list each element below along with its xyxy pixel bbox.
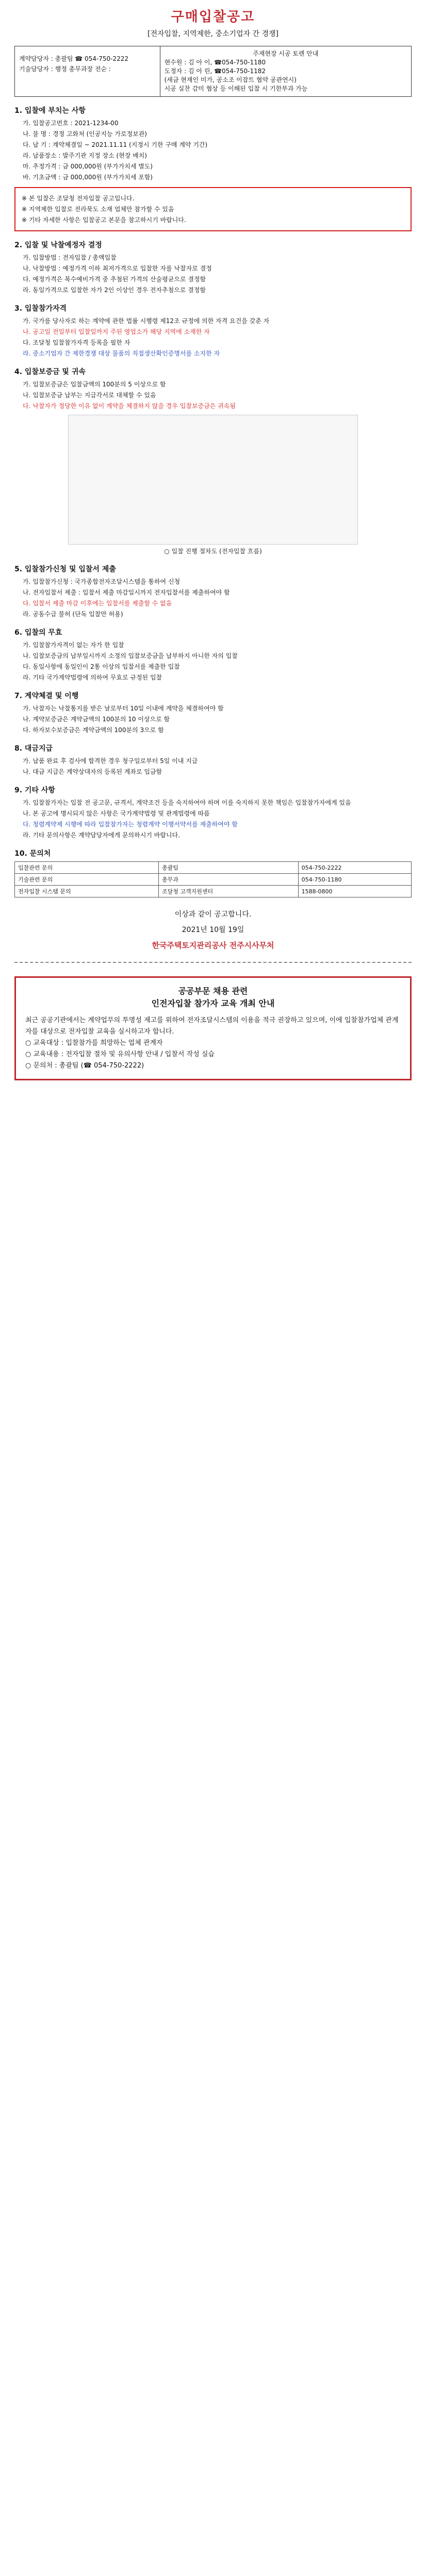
section-heading: 9. 기타 사항 xyxy=(14,786,55,794)
section-line: 마. 추정가격 : 금 000,000원 (부가가치세 별도) xyxy=(23,163,153,170)
notice-sections-part1 xyxy=(14,105,412,411)
section-line: 바. 기초금액 : 금 000,000원 (부가가치세 포함) xyxy=(23,174,153,181)
contacts-cell: 전자입찰 시스템 문의 xyxy=(15,886,159,897)
notice-box xyxy=(14,187,412,231)
contacts-section xyxy=(14,848,412,897)
contacts-cell: 기술관련 문의 xyxy=(15,874,159,886)
contacts-cell: 054-750-1180 xyxy=(298,874,411,886)
closing-statement: 이상과 같이 공고합니다. xyxy=(174,910,252,919)
contacts-table xyxy=(14,861,412,897)
banner-title-line-1: 공공부문 채용 관련 xyxy=(178,986,248,996)
contacts-cell: 조달청 고객지원센터 xyxy=(159,886,299,897)
section-line: 나. 낙찰방법 : 예정가격 이하 최저가격으로 입찰한 자를 낙찰자로 결정 xyxy=(23,265,212,272)
contacts-cell: 총무과 xyxy=(159,874,299,886)
technical-officer-line: 기술담당자 : 행정 총무과장 전순 : xyxy=(19,65,111,73)
section-heading: 4. 입찰보증금 및 귀속 xyxy=(14,368,86,376)
contacts-cell: 입찰관련 문의 xyxy=(15,862,159,874)
notice-section xyxy=(14,366,412,411)
section-line: 다. 입찰서 제출 마감 이후에는 입찰서를 제출할 수 없음 xyxy=(23,600,172,607)
site-guide-line: 현수원 : 김 아 이, ☎054-750-1180 xyxy=(164,59,266,66)
section-line: 나. 물 명 : 경정 고화처 (인공지능 가로정보관) xyxy=(23,130,147,138)
section-line: 나. 대금 지급은 계약상대자의 등록된 계좌로 입금함 xyxy=(23,768,162,775)
notice-section xyxy=(14,303,412,358)
section-line: 다. 예정가격은 복수예비가격 중 추첨된 가격의 산술평균으로 결정함 xyxy=(23,276,206,283)
notice-section xyxy=(14,105,412,231)
notice-title: 구매입찰공고 xyxy=(171,9,255,25)
training-notice-banner xyxy=(14,976,412,1080)
section-line: 가. 국가를 당사자로 하는 계약에 관한 법률 시행령 제12조 규정에 의한 자격 요건을 갖춘 자 xyxy=(23,317,270,325)
notice-sections-part2 xyxy=(14,564,412,840)
contacts-cell: 1588-0800 xyxy=(298,886,411,897)
section-heading: 2. 입찰 및 낙찰예정자 결정 xyxy=(14,241,102,249)
figure-caption: ○ 입찰 진행 절차도 (전자입찰 흐름) xyxy=(164,548,262,555)
contacts-heading: 10. 문의처 xyxy=(14,850,51,858)
section-heading: 8. 대금지급 xyxy=(14,744,53,753)
section-line: 라. 공동수급 불허 (단독 입찰만 허용) xyxy=(23,611,123,618)
section-line: 라. 동일가격으로 입찰한 자가 2인 이상인 경우 전자추첨으로 결정함 xyxy=(23,286,206,294)
notice-section xyxy=(14,240,412,295)
notice-document xyxy=(14,4,412,1080)
section-line: 다. 청렴계약제 시행에 따라 입찰참가자는 청렴계약 이행서약서를 제출하여야 함 xyxy=(23,821,238,828)
banner-line: ○ 교육내용 : 전자입찰 절차 및 유의사항 안내 / 입찰서 작성 실습 xyxy=(25,1050,215,1058)
notice-subtitle: [전자입찰, 지역제한, 중소기업자 간 경쟁] xyxy=(147,30,278,38)
notice-section xyxy=(14,627,412,682)
notice-section xyxy=(14,785,412,840)
site-guide-line: 시공 실찬 감미 협상 등 이해된 입찰 시 기한부과 가능 xyxy=(164,85,308,92)
section-heading: 3. 입찰참가자격 xyxy=(14,304,67,313)
section-line: 가. 입찰방법 : 전자입찰 / 총액입찰 xyxy=(23,254,117,261)
section-line: 가. 납품 완료 후 검사에 합격한 경우 청구일로부터 5일 이내 지급 xyxy=(23,757,198,765)
banner-body xyxy=(25,1015,401,1072)
site-guide-line: (세금 현재인 미가, 공소조 이잡트 협약 공관연시) xyxy=(164,76,297,83)
contacts-row xyxy=(15,862,412,874)
section-line: 라. 기타 국가계약법령에 의하여 무효로 규정된 입찰 xyxy=(23,674,162,681)
notice-date: 2021년 10월 19일 xyxy=(182,926,244,934)
section-heading: 7. 계약체결 및 이행 xyxy=(14,692,79,700)
section-heading: 1. 입찰에 부치는 사항 xyxy=(14,107,86,115)
site-guide-line: 도정자 : 김 아 린, ☎054-750-1182 xyxy=(164,67,266,75)
banner-title-line-2: 인전자입찰 참가자 교육 개최 안내 xyxy=(151,998,275,1008)
section-line: 나. 입찰보증금의 납부일시까지 소정의 입찰보증금을 납부하지 아니한 자의 입찰 xyxy=(23,652,238,659)
section-heading: 5. 입찰참가신청 및 입찰서 제출 xyxy=(14,565,116,573)
box-line: ※ 기타 자세한 사항은 입찰공고 본문을 참고하시기 바랍니다. xyxy=(22,216,186,224)
section-line: 다. 낙찰자가 정당한 이유 없이 계약을 체결하지 않을 경우 입찰보증금은 귀속됨 xyxy=(23,402,236,410)
section-line: 다. 납 기 : 계약체결일 ~ 2021.11.11 (지정시 기한 구매 계약 기간) xyxy=(23,141,208,148)
section-line: 라. 기타 문의사항은 계약담당자에게 문의하시기 바랍니다. xyxy=(23,832,180,839)
section-line: 가. 입찰참가신청 : 국가종합전자조달시스템을 통하여 신청 xyxy=(23,578,181,585)
section-heading: 6. 입찰의 무효 xyxy=(14,629,62,637)
notice-section xyxy=(14,743,412,776)
site-guide-title: 주재현장 시공 토렌 안내 xyxy=(253,50,319,57)
section-line: 다. 조달청 입찰참가자격 등록을 필한 자 xyxy=(23,339,130,346)
box-line: ※ 본 입찰은 조달청 전자입찰 공고입니다. xyxy=(22,195,135,202)
contacts-row xyxy=(15,874,412,886)
contact-header-right xyxy=(160,46,411,96)
section-line: 나. 입찰보증금 납부는 지급각서로 대체할 수 있음 xyxy=(23,392,156,399)
section-line: 나. 전자입찰서 제출 : 입찰서 제출 마감일시까지 전자입찰서를 제출하여야 함 xyxy=(23,589,230,596)
section-line: 가. 입찰참가자는 입찰 전 공고문, 규격서, 계약조건 등을 숙지하여야 하며 이를 숙지하지 못한 책임은 입찰참가자에게 있음 xyxy=(23,799,351,806)
section-line: 가. 입찰참가자격이 없는 자가 한 입찰 xyxy=(23,641,124,649)
section-line: 나. 본 공고에 명시되지 않은 사항은 국가계약법령 및 관계법령에 따름 xyxy=(23,810,210,817)
section-line: 다. 동일사항에 동일인이 2통 이상의 입찰서를 제출한 입찰 xyxy=(23,663,180,670)
box-line: ※ 지역제한 입찰로 전라북도 소재 업체만 참가할 수 있음 xyxy=(22,206,174,213)
section-line: 가. 낙찰자는 낙찰통지를 받은 날로부터 10일 이내에 계약을 체결하여야 함 xyxy=(23,705,224,712)
notice-section xyxy=(14,564,412,619)
contacts-cell: 총괄팀 xyxy=(159,862,299,874)
banner-title xyxy=(25,985,401,1010)
section-line: 라. 중소기업자 간 제한경쟁 대상 물품의 직접생산확인증명서를 소지한 자 xyxy=(23,350,220,357)
section-line: 나. 계약보증금은 계약금액의 100분의 10 이상으로 함 xyxy=(23,716,170,723)
issuer-name: 한국주택토지관리공사 전주시사무처 xyxy=(152,941,274,950)
section-line: 다. 하자보수보증금은 계약금액의 100분의 3으로 함 xyxy=(23,726,164,734)
banner-line: ○ 문의처 : 총괄팀 (☎ 054-750-2222) xyxy=(25,1062,144,1070)
procedure-figure xyxy=(68,415,358,545)
contract-officer-line: 계약담당자 : 총괄팀 ☎ 054-750-2222 xyxy=(19,55,128,62)
contact-header-table xyxy=(14,46,412,97)
contact-header-left xyxy=(15,46,160,96)
contacts-row xyxy=(15,886,412,897)
contacts-cell: 054-750-2222 xyxy=(298,862,411,874)
notice-section xyxy=(14,690,412,735)
section-line: 나. 공고일 전일부터 입찰일까지 주된 영업소가 해당 지역에 소재한 자 xyxy=(23,328,210,335)
separator xyxy=(14,962,412,963)
banner-line: ○ 교육대상 : 입찰참가를 희망하는 업체 관계자 xyxy=(25,1039,163,1047)
section-line: 가. 입찰보증금은 입찰금액의 100분의 5 이상으로 함 xyxy=(23,381,166,388)
section-line: 라. 납품장소 : 발주기관 지정 장소 (현장 배치) xyxy=(23,152,147,159)
section-line: 가. 입찰공고번호 : 2021-1234-00 xyxy=(23,120,119,127)
banner-line: 최근 공공기관에서는 계약업무의 투명성 제고를 위하여 전자조달시스템의 이용을 적극 권장하고 있으며, 이에 입찰참가업체 관계자를 대상으로 전자입찰 교육을 실시하고자 합니다. xyxy=(25,1016,399,1036)
